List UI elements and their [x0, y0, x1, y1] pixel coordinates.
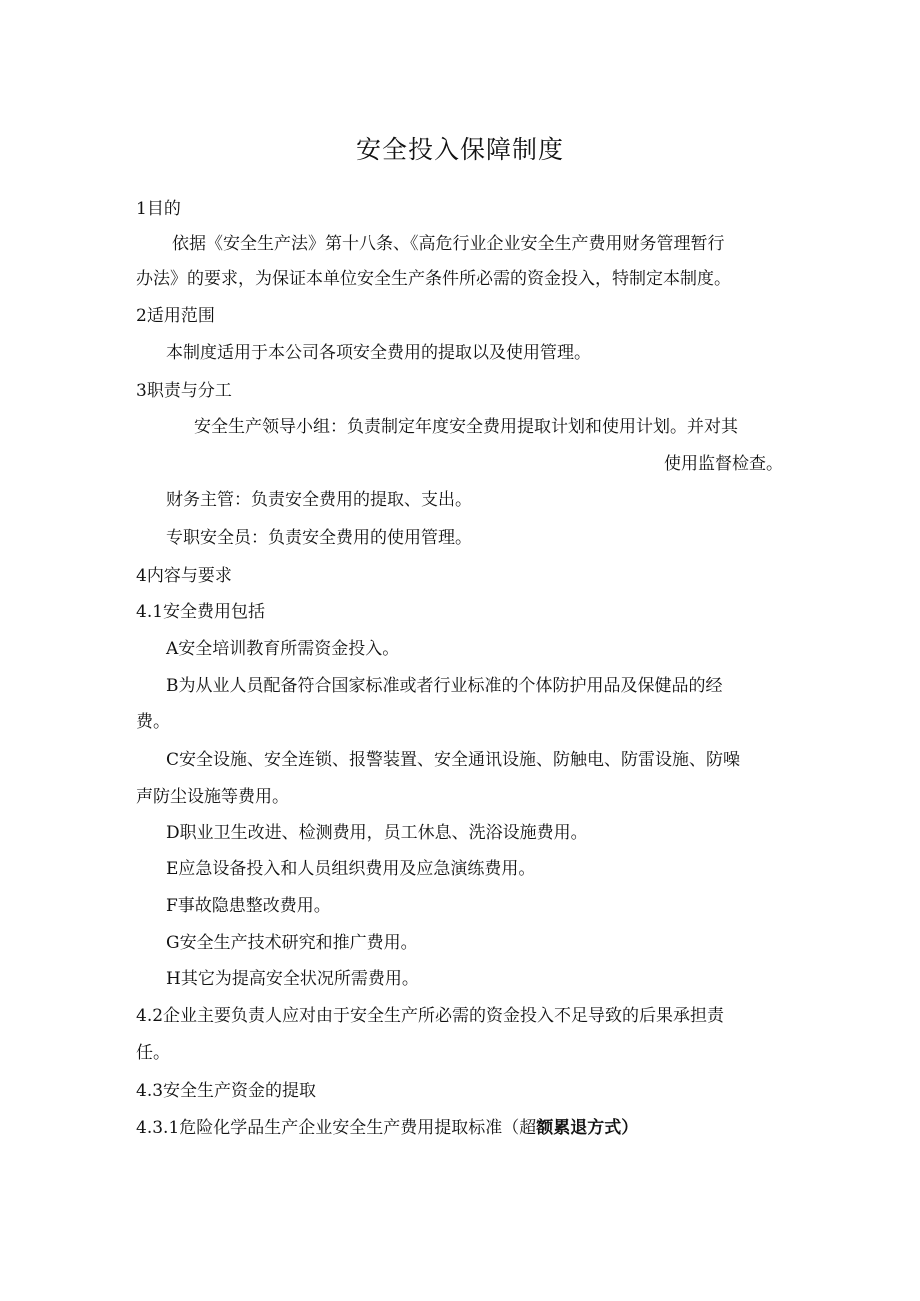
- section-3-paragraph-3: 专职安全员：负责安全费用的使用管理。: [166, 528, 472, 548]
- list-item-d: D职业卫生改进、检测费用，员工休息、洗浴设施费用。: [166, 823, 588, 843]
- section-4-3-1-heading: [136, 1117, 638, 1139]
- section-2-heading: 2适用范围: [136, 306, 215, 326]
- section-1-heading: 1目的: [136, 199, 181, 219]
- list-item-c-line-2: 声防尘设施等费用。: [136, 787, 289, 807]
- section-4-2-line-2: 任。: [136, 1043, 170, 1063]
- section-4-2-line-1: 4.2企业主要负责人应对由于安全生产所必需的资金投入不足导致的后果承担责: [136, 1006, 725, 1026]
- document-title: 安全投入保障制度: [355, 135, 564, 164]
- list-item-b-line-1: B为从业人员配备符合国家标准或者行业标准的个体防护用品及保健品的经: [166, 676, 723, 696]
- section-3-paragraph-1-line-1: 安全生产领导小组：负责制定年度安全费用提取计划和使用计划。并对其: [194, 417, 738, 437]
- section-3-paragraph-2: 财务主管：负责安全费用的提取、支出。: [166, 490, 472, 510]
- section-2-paragraph: 本制度适用于本公司各项安全费用的提取以及使用管理。: [166, 343, 591, 363]
- section-1-paragraph-line-2: 办法》的要求，为保证本单位安全生产条件所必需的资金投入，特制定本制度。: [136, 269, 731, 289]
- list-item-g: G安全生产技术研究和推广费用。: [166, 933, 418, 953]
- list-item-e: E应急设备投入和人员组织费用及应急演练费用。: [166, 859, 536, 879]
- section-3-heading: 3职责与分工: [136, 381, 232, 401]
- list-item-h: H其它为提高安全状况所需费用。: [166, 969, 419, 989]
- section-4-3-1-text: 4.3.1危险化学品生产企业安全生产费用提取标准（超: [136, 1118, 537, 1138]
- section-4-1-heading: 4.1安全费用包括: [136, 602, 266, 622]
- list-item-c-line-1: C安全设施、安全连锁、报警装置、安全通讯设施、防触电、防雷设施、防噪: [166, 750, 741, 770]
- list-item-f: F事故隐患整改费用。: [166, 896, 331, 916]
- list-item-b-line-2: 费。: [136, 712, 170, 732]
- section-3-paragraph-1-line-2: 使用监督检查。: [664, 454, 783, 474]
- section-1-paragraph-line-1: 依据《安全生产法》第十八条、《高危行业企业安全生产费用财务管理暂行: [172, 234, 725, 254]
- list-item-a: A安全培训教育所需资金投入。: [166, 639, 400, 659]
- section-4-heading: 4内容与要求: [136, 566, 232, 586]
- section-4-3-1-bold-text: 额累退方式）: [536, 1118, 639, 1138]
- section-4-3-heading: 4.3安全生产资金的提取: [136, 1081, 317, 1101]
